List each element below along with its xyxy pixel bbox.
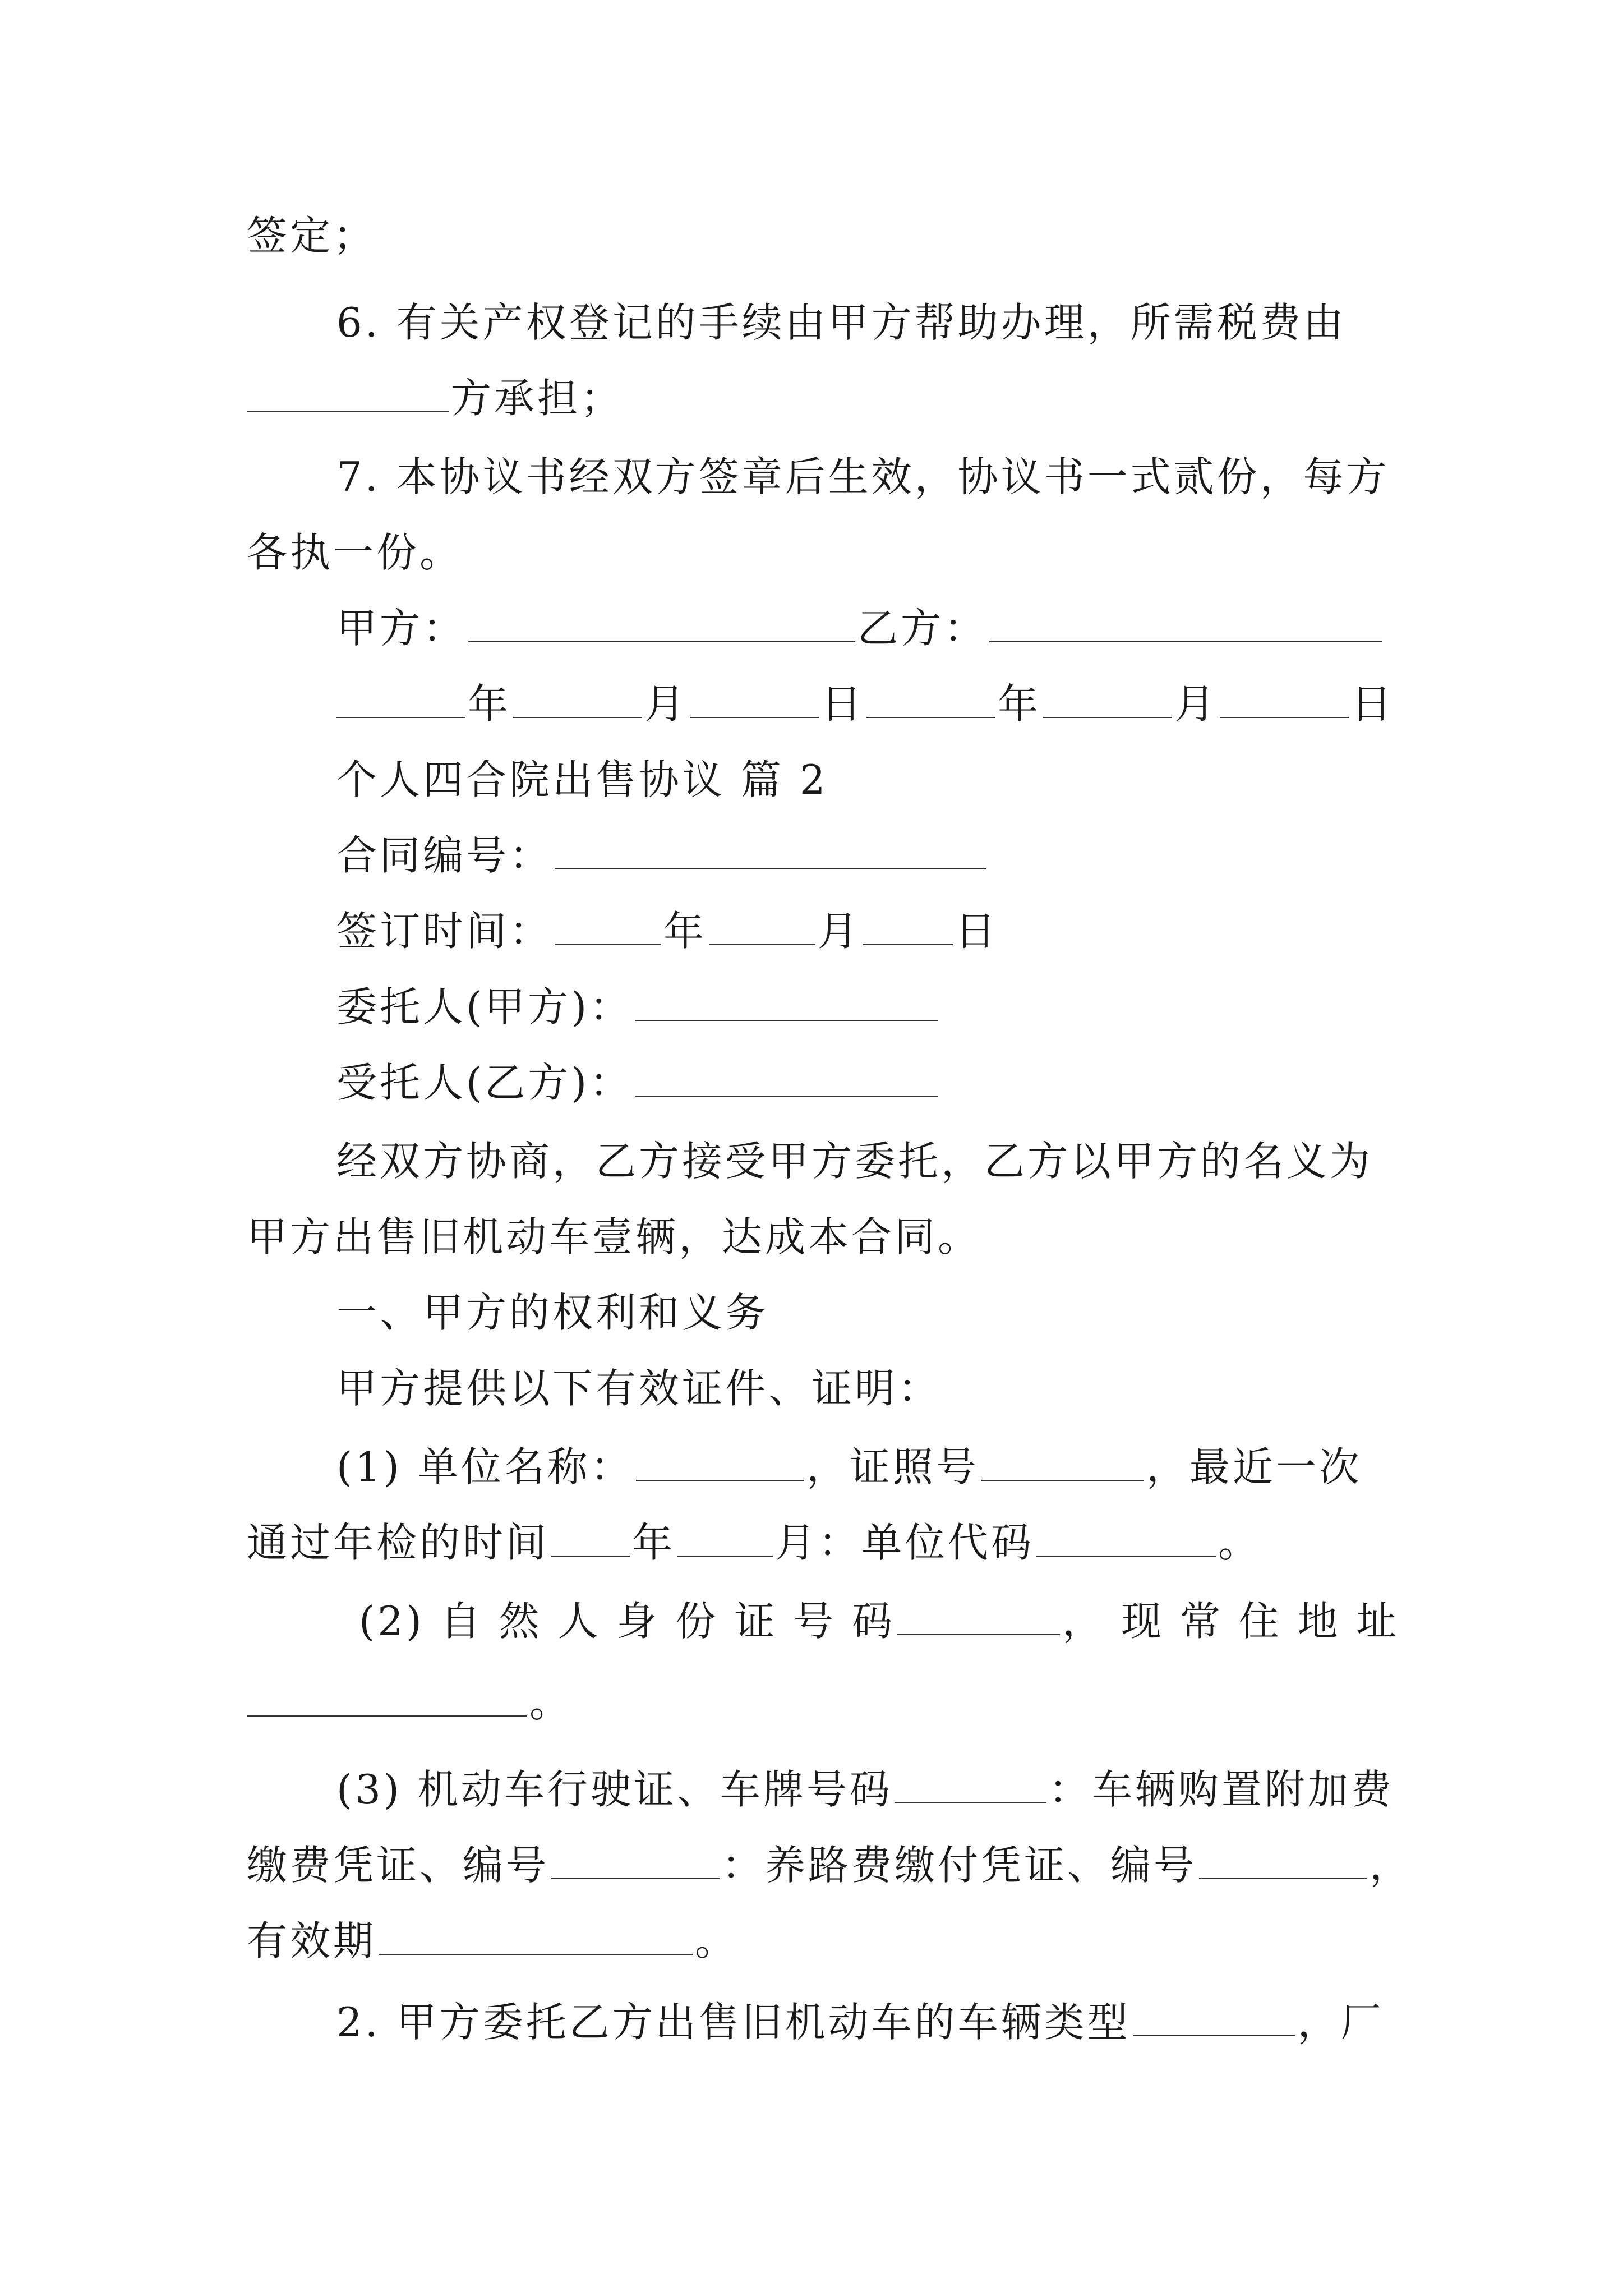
- blank-line[interactable]: [555, 910, 661, 945]
- text-line: 缴费凭证、编号 ：养路费缴付凭证、编号 ，: [247, 1842, 1413, 1889]
- blank-line[interactable]: [895, 1769, 1046, 1803]
- blank-line[interactable]: [709, 910, 815, 945]
- signature-line: 甲方： 乙方：: [336, 595, 1385, 662]
- party-b-blank[interactable]: [989, 608, 1382, 642]
- principal-blank[interactable]: [635, 986, 938, 1021]
- blank-line[interactable]: [636, 1446, 804, 1481]
- blank-line[interactable]: [247, 378, 449, 412]
- text-line: 方承担；: [247, 365, 1385, 432]
- blank-line[interactable]: [551, 1522, 630, 1557]
- principal-line: 委托人(甲方)：: [336, 973, 1385, 1041]
- party-a-blank[interactable]: [468, 608, 855, 642]
- signing-date-line: 签订时间： 年 月 日: [336, 908, 999, 955]
- blank-line[interactable]: [897, 1600, 1060, 1635]
- blank-line[interactable]: [1036, 1522, 1216, 1557]
- clause-6: 6. 有关产权登记的手续由甲方帮助办理，所需税费由: [336, 299, 1347, 346]
- section-heading: 个人四合院出售协议 篇 2: [336, 756, 828, 803]
- text-line: 。: [247, 1669, 1385, 1736]
- blank-line[interactable]: [513, 683, 642, 718]
- blank-line[interactable]: [863, 910, 953, 945]
- contract-number-blank[interactable]: [555, 835, 986, 869]
- blank-line[interactable]: [1043, 683, 1172, 718]
- text-line: 各执一份。: [247, 529, 463, 576]
- item-1-line: (1) 单位名称： ，证照号 ，最近一次: [336, 1443, 1362, 1490]
- date-line: 年 月 日 年 月 日: [336, 670, 1385, 738]
- text-line: 甲方出售旧机动车壹辆，达成本合同。: [247, 1213, 981, 1260]
- text-line: 甲方提供以下有效证件、证明：: [336, 1365, 942, 1412]
- clause-2-line: 2. 甲方委托乙方出售旧机动车的车辆类型 ，厂: [336, 1999, 1384, 2046]
- blank-line[interactable]: [551, 1844, 720, 1879]
- blank-line[interactable]: [866, 683, 995, 718]
- text-line: 签定；: [247, 212, 377, 259]
- clause-7: 7. 本协议书经双方签章后生效，协议书一式贰份，每方: [336, 453, 1390, 500]
- text-line: 通过年检的时间 年 月：单位代码 。: [247, 1519, 1262, 1566]
- blank-line[interactable]: [247, 1682, 527, 1717]
- blank-line[interactable]: [1220, 683, 1349, 718]
- blank-line[interactable]: [690, 683, 819, 718]
- blank-line[interactable]: [379, 1920, 693, 1955]
- agent-line: 受托人(乙方)：: [336, 1049, 1385, 1116]
- blank-line[interactable]: [1199, 1844, 1367, 1879]
- blank-line[interactable]: [336, 683, 465, 718]
- item-3-line: (3) 机动车行驶证、车牌号码 ：车辆购置附加费: [336, 1766, 1394, 1813]
- blank-line[interactable]: [677, 1522, 773, 1557]
- agent-blank[interactable]: [635, 1062, 938, 1097]
- blank-line[interactable]: [981, 1446, 1144, 1481]
- text-line: 经双方协商，乙方接受甲方委托，乙方以甲方的名义为: [336, 1138, 1373, 1185]
- item-2-line: (2) 自 然 人 身 份 证 号 码 ， 现 常 住 地 址: [359, 1598, 1400, 1645]
- blank-line[interactable]: [1133, 2001, 1295, 2036]
- subheading: 一、甲方的权利和义务: [336, 1289, 769, 1336]
- contract-number-line: 合同编号：: [336, 822, 1385, 889]
- text-line: 有效期 。: [247, 1917, 739, 1964]
